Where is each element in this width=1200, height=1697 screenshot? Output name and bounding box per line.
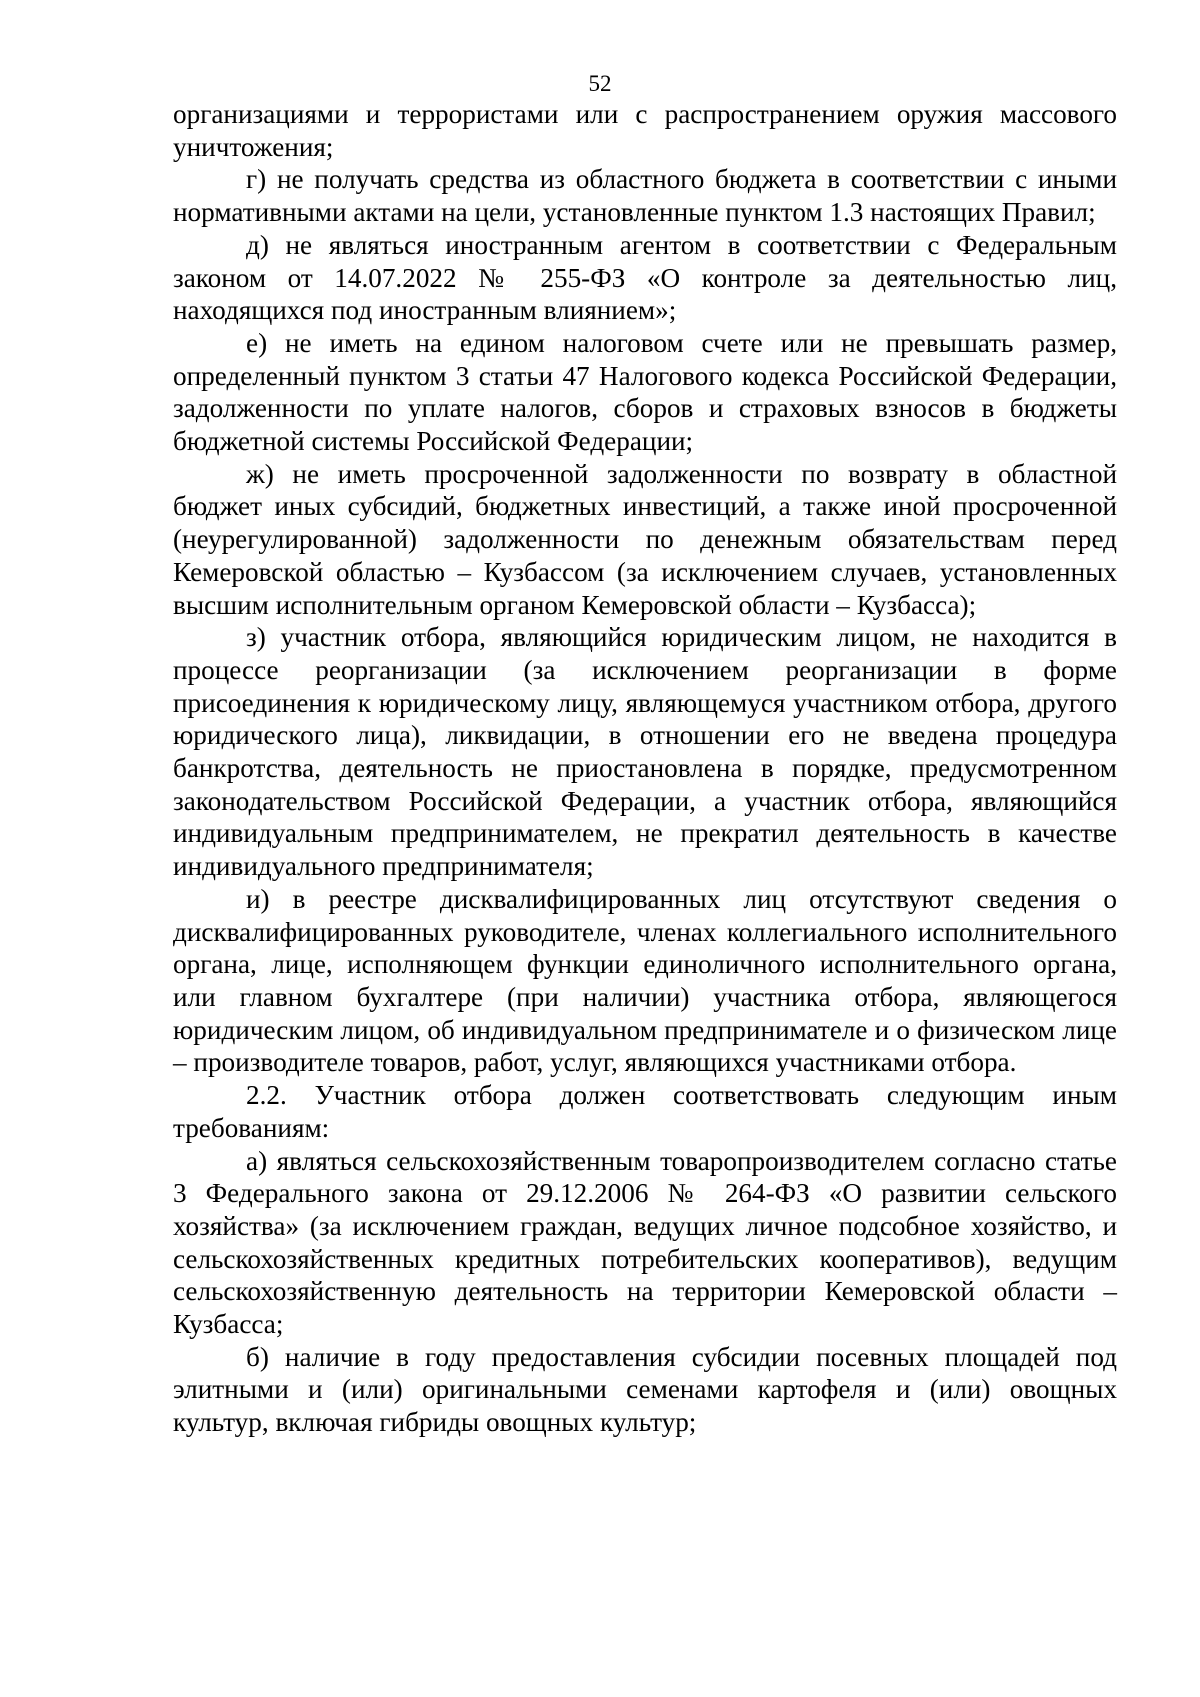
paragraph-item-z: з) участник отбора, являющийся юридическим лицом, не находится в процессе реорганизации (за исключением реорганизации в форме присоединения к юридическому лицу, являющемуся участником отбора, другого юридического лица), ликвидации, в отношении его не введена процедура банкротства, деятельность не приостановлена в порядке, предусмотренном законодательством Российской Федерации, а участник отбора, являющийся индивидуальным предпринимателем, не прекратил деятельность в качестве индивидуального предпринимателя; (173, 622, 1117, 882)
page-number: 52 (588, 71, 612, 96)
paragraph-item-zh: ж) не иметь просроченной задолженности по возврату в областной бюджет иных субсидий, бюджетных инвестиций, а также иной просроченной (неурегулированной) задолженности по денежным обязательствам перед Кемеровской областью – Кузбассом (за исключением случаев, установленных высшим исполнительным органом Кемеровской области – Кузбасса); (173, 458, 1117, 620)
paragraph-section-2-2: 2.2. Участник отбора должен соответствовать следующим иным требованиям: (173, 1080, 1117, 1143)
paragraph-item-g: г) не получать средства из областного бюджета в соответствии с иными нормативными актами на цели, установленные пунктом 1.3 настоящих Правил; (173, 164, 1117, 228)
paragraph-continuation: организациями и террористами или с распространением оружия массового уничтожения; (173, 99, 1117, 162)
paragraph-item-a: а) являться сельскохозяйственным товаропроизводителем согласно статье 3 Федерального закона от 29.12.2006 № 264-ФЗ «О развитии сельского хозяйства» (за исключением граждан, ведущих личное подсобное хозяйство, и сельскохозяйственных кредитных потребительских кооперативов), ведущим сельскохозяйственную деятельность на территории Кемеровской области – Кузбасса; (173, 1145, 1117, 1340)
paragraph-item-b: б) наличие в году предоставления субсидии посевных площадей под элитными и (или) оригинальными семенами картофеля и (или) овощных культур, включая гибриды овощных культур; (173, 1341, 1117, 1438)
paragraph-item-d: д) не являться иностранным агентом в соответствии с Федеральным законом от 14.07.2022 № 255-ФЗ «О контроле за деятельностью лиц, находящихся под иностранным влиянием»; (173, 229, 1117, 326)
document-body (173, 98, 1117, 1439)
paragraph-item-i: и) в реестре дисквалифицированных лиц отсутствуют сведения о дисквалифицированных руководителе, членах коллегиального исполнительного органа, лице, исполняющем функции единоличного исполнительного органа, или главном бухгалтере (при наличии) участника отбора, являющегося юридическим лицом, об индивидуальном предпринимателе и о физическом лице – производителе товаров, работ, услуг, являющихся участниками отбора. (173, 883, 1117, 1078)
paragraph-item-e: е) не иметь на едином налоговом счете или не превышать размер, определенный пунктом 3 статьи 47 Налогового кодекса Российской Федерации, задолженности по уплате налогов, сборов и страховых взносов в бюджеты бюджетной системы Российской Федерации; (173, 327, 1117, 457)
